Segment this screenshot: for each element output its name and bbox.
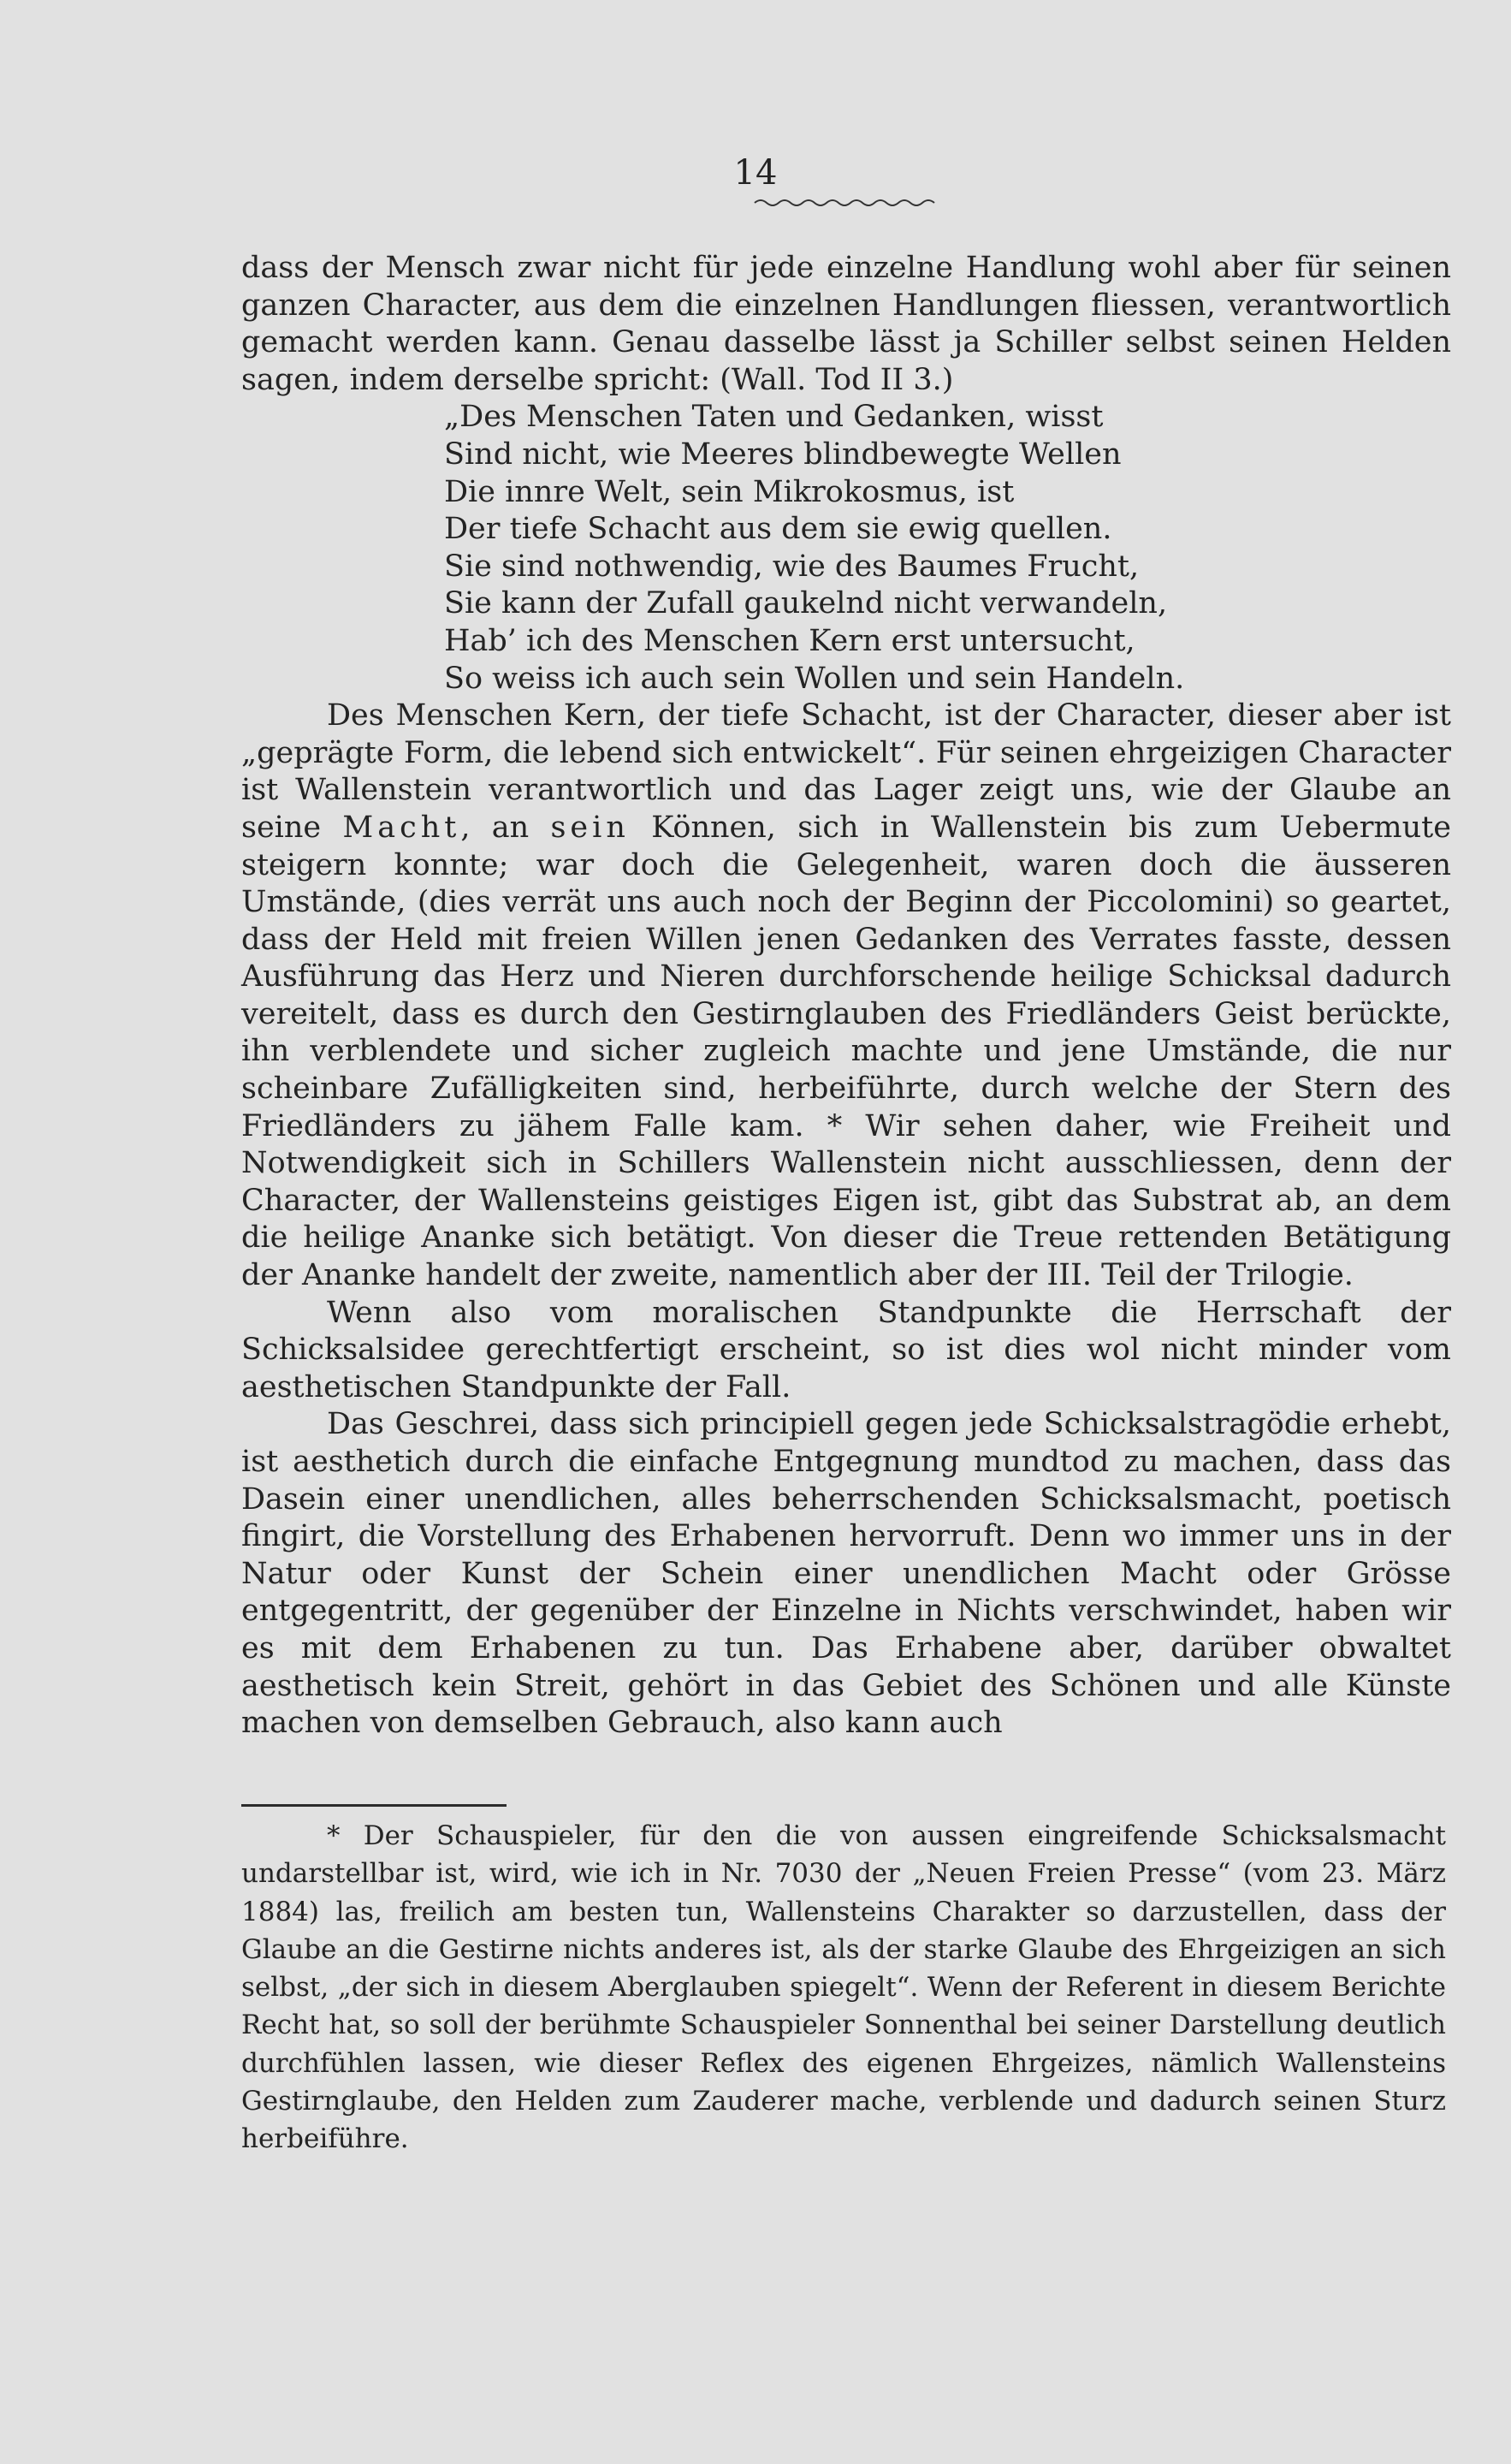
paragraph-opening: dass der Mensch zwar nicht für jede einzelne Handlung wohl aber für seinen ganzen Character, aus dem die einzelnen Handlungen fliessen, verantwortlich gemacht werden kann. Genau dasselbe lässt ja Schiller selbst seinen Helden sagen, indem derselbe spricht: (Wall. Tod II 3.) [241,251,1451,397]
verse-line: Sind nicht, wie Meeres blindbewegte Wellen [444,436,1122,472]
verse-line: Sie sind nothwendig, wie des Baumes Frucht, [444,549,1140,584]
verse-line: „Des Menschen Taten und Gedanken, wisst [444,400,1104,435]
footnote [241,1817,1446,2158]
paragraph-text: , an [460,810,530,845]
paragraph-text: Können, sich in Wallenstein bis zum Uebermute steigern konnte; war doch die Gelegenheit, waren doch die äusseren Umstände, (dies verrät uns auch noch der Beginn der Piccolomini) so geartet, dass der Held mit freien Willen jenen Gedanken des Verrates fasste, dessen Ausführung das Herz und Nieren durchforschende heilige Schicksal dadurch vereitelt, dass es durch den Gestirnglauben des Friedländers Geist berückte, ihn verblendete und sicher zugleich machte und jene Umstände, die nur scheinbare Zufälligkeiten sind, herbeiführte, durch welche der Stern des Friedländers zu jähem Falle kam. * Wir sehen daher, wie Freiheit und Notwendigkeit sich in Schillers Wallenstein nicht ausschliessen, denn der Character, der Wallensteins geistiges Eigen ist, gibt das Substrat ab, an dem die heilige Ananke sich betätigt. Von dieser die Treue rettenden Betätigung der Ananke handelt der zweite, namentlich aber der III. Teil der Trilogie. [241,810,1451,1293]
paragraph-character [241,698,1451,1295]
footnote-text: * Der Schauspieler, für den die von aussen eingreifende Schicksalsmacht undarstellbar ist, wird, wie ich in Nr. 7030 der „Neuen Freien Presse“ (vom 23. März 1884) las, freilich am besten tun, Wallensteins Charakter so darzustellen, dass der Glaube an die Gestirne nichts anderes ist, als der starke Glaube des Ehrgeizigen an sich selbst, „der sich in diesem Aberglauben spiegelt“. Wenn der Referent in diesem Berichte Recht hat, so soll der berühmte Schauspieler Sonnenthal bei seiner Darstellung deutlich durchfühlen lassen, wie dieser Reflex des eigenen Ehrgeizes, nämlich Wallensteins Gestirnglaube, den Helden zum Zauderer mache, verblende und dadurch seinen Sturz herbeiführe. [241,1820,1446,2155]
verse-line: Die innre Welt, sein Mikrokosmus, ist [444,474,1015,509]
footnote-rule [241,1804,507,1807]
emphasis-text: sein [550,810,630,845]
page-number: 14 [733,153,778,193]
verse-quote [444,399,1451,698]
verse-line: So weiss ich auch sein Wollen und sein Handeln. [444,661,1185,696]
paragraph-aesthetic: Wenn also vom moralischen Standpunkte die Herrschaft der Schicksalsidee gerechtfertigt erscheint, so ist dies wol nicht minder vom aesthetischen Standpunkte der Fall. [241,1295,1451,1404]
wavy-ornament [753,197,937,209]
emphasis-text: Macht [342,810,461,845]
paragraph-text: Des Menschen Kern, der tiefe Schacht, ist der Character, dieser aber ist „geprägte Form, die lebend sich entwickelt“. Für seinen ehrgeizigen Character ist Wallenstein verantwortlich und das Lager zeigt uns, wie der Glaube an seine [241,698,1451,845]
verse-line: Der tiefe Schacht aus dem sie ewig quellen. [444,512,1112,547]
verse-line: Sie kann der Zufall gaukelnd nicht verwandeln, [444,586,1168,621]
verse-line: Hab’ ich des Menschen Kern erst untersucht, [444,623,1135,658]
body-text [241,250,1451,1743]
paragraph-geschrei: Das Geschrei, dass sich principiell gegen jede Schicksalstragödie erhebt, ist aesthetich durch die einfache Entgegnung mundtod zu machen, dass das Dasein einer unendlichen, alles beherrschenden Schicksalsmacht, poetisch fingirt, die Vorstellung des Erhabenen hervorruft. Denn wo immer uns in der Natur oder Kunst der Schein einer unendlichen Macht oder Grösse entgegentritt, der gegenüber der Einzelne in Nichts verschwindet, haben wir es mit dem Erhabenen zu tun. Das Erhabene aber, darüber obwaltet aesthetisch kein Streit, gehört in das Gebiet des Schönen und alle Künste machen von demselben Gebrauch, also kann auch [241,1407,1451,1741]
